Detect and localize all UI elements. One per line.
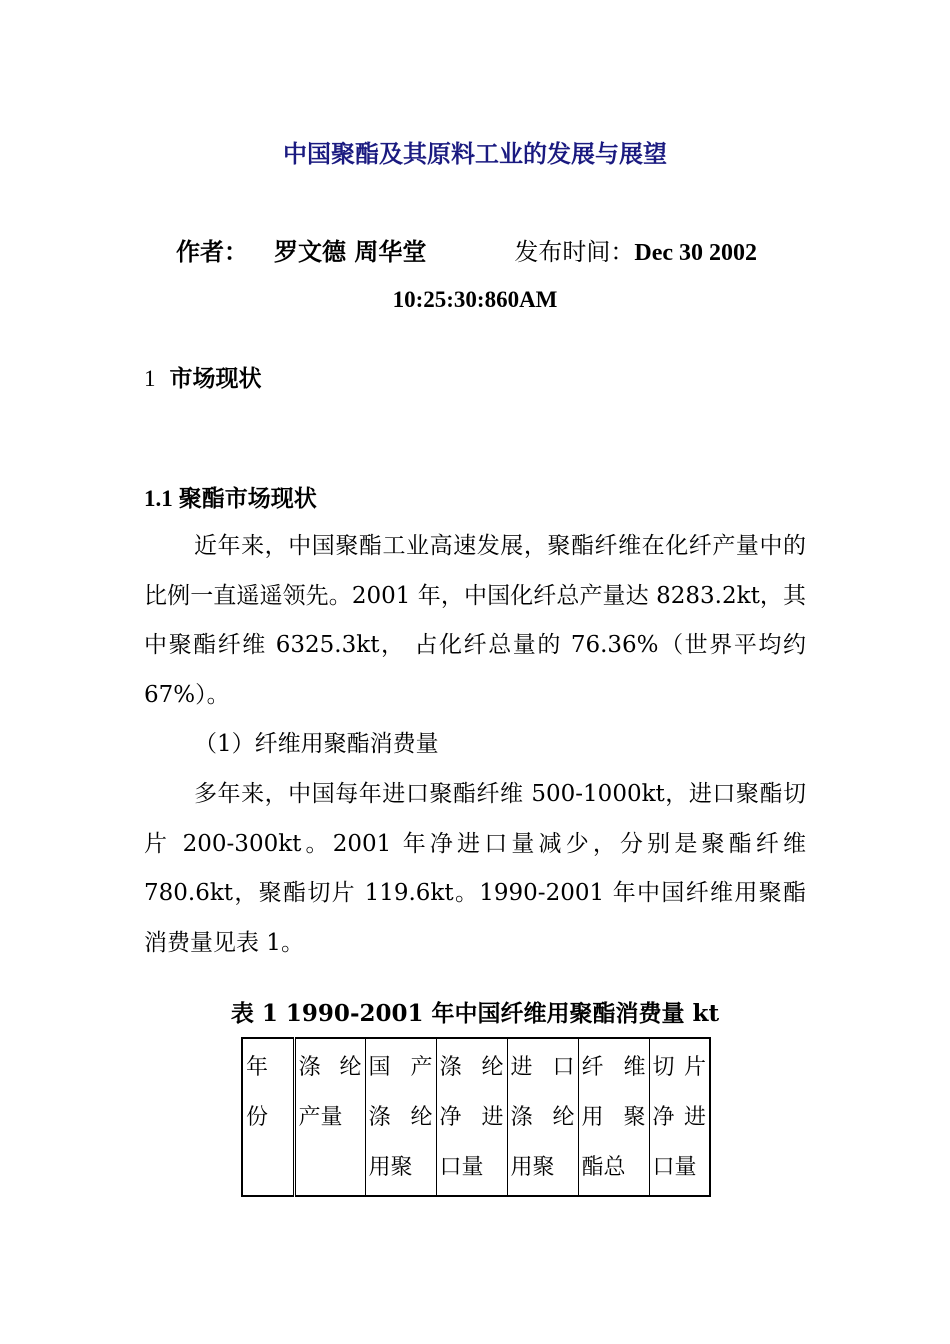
paragraph-imports: 多年来，中国每年进口聚酯纤维 500-1000kt，进口聚酯切片 200-300kt。2001 年净进口量减少，分别是聚酯纤维 780.6kt，聚酯切片 119.6kt。1990-2001 年中国纤维用聚酯消费量见表 1。 (144, 781, 806, 956)
table-header-cell: 涤纶净进口量 (436, 1038, 507, 1196)
table-header-cell: 年份 (242, 1038, 294, 1196)
subsection-heading-polyester-market (144, 480, 317, 513)
paragraph-item-1: （1）纤维用聚酯消费量 (194, 731, 439, 757)
table-header-row (242, 1038, 710, 1196)
published-date: Dec 30 2002 (634, 240, 757, 266)
section-heading-market (144, 360, 262, 393)
table-caption: 表 1 1990-2001 年中国纤维用聚酯消费量 kt (230, 1000, 720, 1027)
table-header-cell: 进口涤纶用聚 (507, 1038, 578, 1196)
table-header-cell: 切片净进口量 (649, 1038, 710, 1196)
section-number: 1 (144, 366, 156, 391)
document-title: 中国聚酯及其原料工业的发展与展望 (283, 139, 667, 168)
author-label: 作者： (176, 237, 248, 266)
author-line (176, 232, 757, 267)
subsection-number: 1.1 (144, 486, 173, 511)
paragraph-overview: 近年来，中国聚酯工业高速发展，聚酯纤维在化纤产量中的比例一直遥遥领先。2001 年，中国化纤总产量达 8283.2kt，其中聚酯纤维 6325.3kt， 占化纤总量的 76.36%（世界平均约 67%）。 (144, 533, 806, 708)
table-header-cell: 涤纶产量 (294, 1038, 365, 1196)
author-names: 罗文德 周华堂 (274, 237, 427, 266)
published-time: 10:25:30:860AM (392, 287, 558, 312)
table-header-cell: 纤维用聚酯总 (578, 1038, 649, 1196)
subsection-title: 聚酯市场现状 (178, 485, 317, 512)
section-title: 市场现状 (169, 365, 262, 392)
consumption-table (241, 1037, 711, 1197)
table-header-cell: 国产涤纶用聚 (365, 1038, 436, 1196)
published-label: 发布时间： (514, 238, 635, 266)
